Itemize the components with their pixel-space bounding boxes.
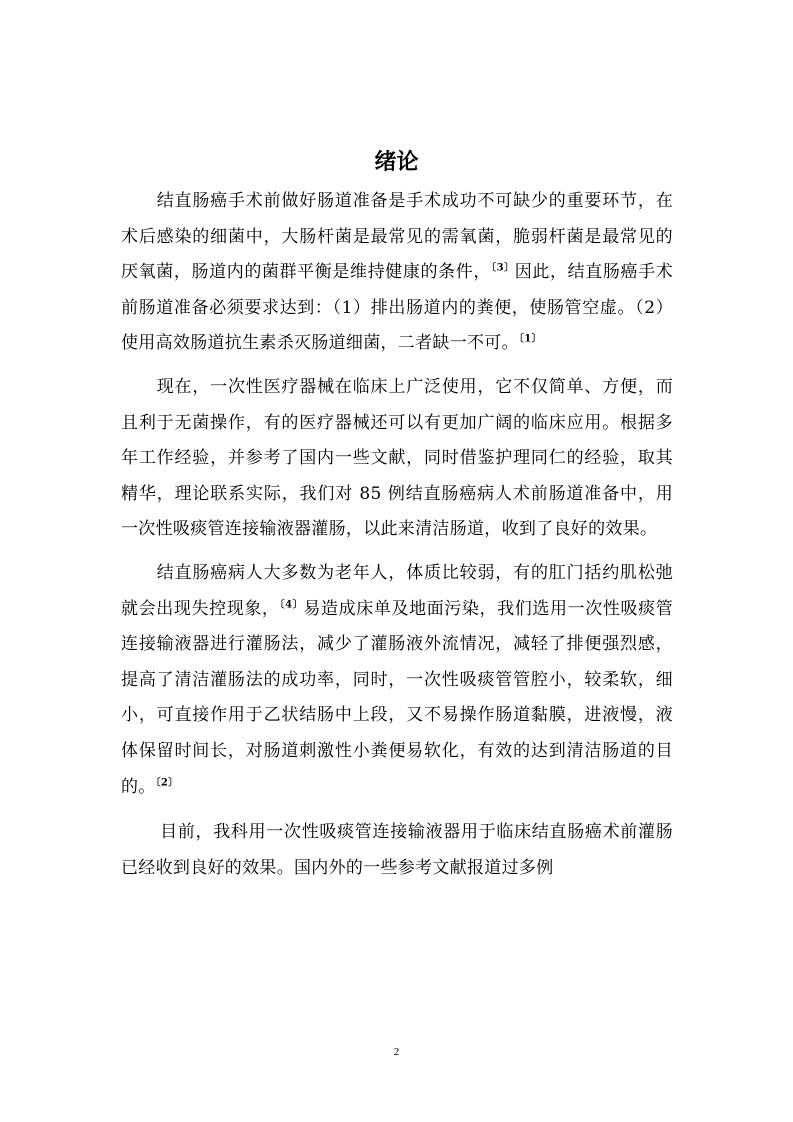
paragraph-text: 结直肠癌病人大多数为老年人，体质比较弱，有的肛门括约肌松弛就会出现失控现象， bbox=[121, 562, 673, 619]
citation-ref: 〔2〕 bbox=[155, 776, 179, 788]
paragraph-text: 目前，我科用一次性吸痰管连接输液器用于临床结直肠癌术前灌肠已经收到良好的效果。国内外的一些参考文献报道过多例 bbox=[121, 822, 673, 878]
paragraph-1 bbox=[121, 184, 673, 362]
paragraph-text: 现在，一次性医疗器械在临床上广泛使用，它不仅简单、方便，而且利于无菌操作，有的医疗器械还可以有更加广阔的临床应用。根据多年工作经验，并参考了国内一些文献，同时借鉴护理同仁的经验，取其精华，理论联系实际，我们对 85 例结直肠癌病人术前肠道准备中，用一次性吸痰管连接输液器灌肠，以此来清洁肠道，收到了良好的效果。 bbox=[121, 376, 673, 540]
citation-ref: 〔1〕 bbox=[518, 333, 542, 345]
page-number: 2 bbox=[393, 1046, 400, 1058]
citation-ref: 〔3〕 bbox=[490, 262, 515, 274]
paragraph-2 bbox=[121, 370, 673, 548]
paragraph-text: 结直肠癌手术前做好肠道准备是手术成功不可缺少的重要环节，在术后感染的细菌中，大肠杆菌是最常见的需氧菌，脆弱杆菌是最常见的厌氧菌，肠道内的菌群平衡是维持健康的条件， bbox=[121, 191, 673, 283]
document-title: 绪论 bbox=[374, 150, 419, 175]
paragraph-text: 因此，结直肠癌手术前肠道准备必须要求达到：（1）排出肠道内的粪便，使肠管空虚。（2）使用高效肠道抗生素杀灭肠道细菌，二者缺一不可。 bbox=[121, 262, 673, 354]
paragraph-3 bbox=[121, 556, 673, 805]
citation-ref: 〔4〕 bbox=[279, 598, 304, 610]
document-body bbox=[121, 184, 673, 886]
paragraph-text: 易造成床单及地面污染，我们选用一次性吸痰管连接输液器进行灌肠法，减少了灌肠液外流情况，减轻了排便强烈感，提高了清洁灌肠法的成功率，同时，一次性吸痰管管腔小，较柔软，细小，可直接作用于乙状结肠中上段，又不易操作肠道黏膜，进液慢，液体保留时间长，对肠道刺激性小粪便易软化，有效的达到清洁肠道的目的。 bbox=[121, 598, 674, 797]
paragraph-4 bbox=[121, 815, 673, 886]
